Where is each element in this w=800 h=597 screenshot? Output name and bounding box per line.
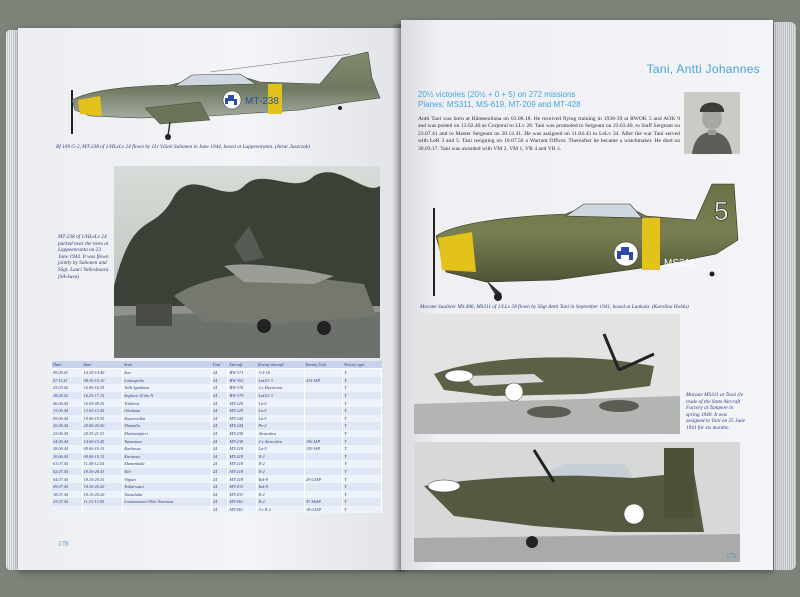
cell-victory-type: T	[343, 453, 382, 461]
cell-date: 28.06.44	[52, 445, 82, 453]
cell-victory-type: T	[343, 369, 382, 377]
cell-aircraft: BW-379	[228, 392, 257, 400]
cell-time: 16.25-17.15	[82, 392, 123, 400]
cell-time: 11.15-13.05	[82, 498, 123, 506]
cell-aircraft: BW-392	[228, 377, 257, 385]
cell-unit: 24	[211, 430, 228, 438]
cell-enemy-aircraft: Il-2	[257, 498, 305, 506]
ms406-code-text: MS311	[664, 258, 695, 269]
cell-enemy-unit	[304, 399, 342, 407]
cell-enemy-unit	[304, 491, 342, 499]
victories-summary	[418, 90, 678, 110]
table-row	[52, 475, 382, 483]
cell-area: Suo	[123, 369, 212, 377]
cell-unit: 24	[211, 422, 228, 430]
cell-area: Kuuterselkä	[123, 415, 212, 423]
cell-area: Tali	[123, 468, 212, 476]
cell-time: 16.00-16.35	[82, 384, 123, 392]
cell-enemy-aircraft: La-5	[257, 399, 305, 407]
col-area: Area	[123, 361, 212, 369]
cell-time: 09.00-10.15	[82, 453, 123, 461]
cell-date: 09.06.44	[52, 415, 82, 423]
cell-area: Tiitikova	[123, 399, 212, 407]
cell-enemy-unit: 29 GIAP	[304, 475, 342, 483]
cell-victory-type: T	[343, 399, 382, 407]
cell-unit: 24	[211, 407, 228, 415]
cell-area: Seglova 10 km N	[123, 392, 212, 400]
cell-unit: 24	[211, 369, 228, 377]
cell-aircraft: MT-218	[228, 453, 257, 461]
cell-aircraft: MT-229	[228, 407, 257, 415]
cell-unit: 24	[211, 377, 228, 385]
cell-enemy-unit	[304, 483, 342, 491]
cell-enemy-aircraft: Il-2	[257, 468, 305, 476]
cell-victory-type: T	[343, 384, 382, 392]
table-row	[52, 377, 382, 385]
cell-enemy-unit	[304, 453, 342, 461]
cell-victory-type: T	[343, 491, 382, 499]
cell-aircraft: MT-238	[228, 437, 257, 445]
cell-enemy-aircraft: Il-2	[257, 453, 305, 461]
cell-area: Mamenkala	[123, 460, 212, 468]
col-date: Date	[52, 361, 82, 369]
victory-table-header	[52, 361, 382, 369]
cell-date: 13.06.44	[52, 407, 82, 415]
open-book	[6, 8, 796, 582]
cell-victory-type: T	[343, 415, 382, 423]
cell-victory-type: T	[343, 430, 382, 438]
bf109-profile-illustration	[50, 38, 390, 148]
cell-aircraft: MT-218	[228, 445, 257, 453]
cell-enemy-aircraft: Il-2	[257, 460, 305, 468]
bf109-code-text: MT-238	[245, 96, 279, 107]
cell-time: 20.35-21.53	[82, 430, 123, 438]
cell-time: 16.05-09.25	[82, 399, 123, 407]
cell-victory-type: T	[343, 392, 382, 400]
cell-enemy-unit	[304, 460, 342, 468]
right-page-number: 179	[726, 552, 737, 560]
cell-date: 09.09.41	[52, 369, 82, 377]
cell-date: 01.07.44	[52, 460, 82, 468]
cell-area: Ohaluma	[123, 407, 212, 415]
cell-time: 19.30-20.43	[82, 468, 123, 476]
cell-enemy-aircraft: Yak-9	[257, 483, 305, 491]
cell-victory-type: T	[343, 377, 382, 385]
cell-enemy-unit	[304, 369, 342, 377]
cell-area: Vaasalahti	[123, 491, 212, 499]
ms406-tail-number: 5	[714, 196, 729, 226]
cell-victory-type: T	[343, 445, 382, 453]
cell-enemy-aircraft: 2 x Hurricane	[257, 384, 305, 392]
cell-victory-type: T	[343, 422, 382, 430]
table-row	[52, 384, 382, 392]
cell-enemy-unit: 47 ShAP	[304, 498, 342, 506]
cell-area: Mamalla	[123, 422, 212, 430]
cell-aircraft: MT-244	[228, 415, 257, 423]
cell-date: 18.04.42	[52, 392, 82, 400]
cell-victory-type: T	[343, 498, 382, 506]
cell-enemy-unit	[304, 422, 342, 430]
cell-date: 23.07.44	[52, 498, 82, 506]
cell-area: Lonanmaara-Ollis-Taoenisa	[123, 498, 212, 506]
cell-aircraft: MT-461	[228, 506, 257, 514]
table-row	[52, 392, 382, 400]
ms406-photo-2	[414, 442, 740, 562]
cell-date: 25.03.42	[52, 384, 82, 392]
cell-date: 23.06.44	[52, 430, 82, 438]
cell-aircraft: MT-229	[228, 399, 257, 407]
cell-unit: 24	[211, 384, 228, 392]
table-row	[52, 415, 382, 423]
cell-date: 04.07.44	[52, 475, 82, 483]
cell-area	[123, 506, 212, 514]
col-unit: Unit	[211, 361, 228, 369]
cell-area: Karhusuo	[123, 445, 212, 453]
table-row	[52, 483, 382, 491]
cell-date: 18.07.44	[52, 491, 82, 499]
cell-area: Teikarsaari	[123, 483, 212, 491]
ms406-photo-caption: Morane MS311 at Tossi (le trade of the State Aircraft Factory at Tampere in spring 1940. It was assigned to Tani on 25 June 1941 for six months.	[686, 392, 746, 431]
cell-enemy-aircraft: LaGG-3	[257, 377, 305, 385]
cell-area: Tammisuo	[123, 437, 212, 445]
cell-date: 07.11.41	[52, 377, 82, 385]
cell-enemy-unit	[304, 415, 342, 423]
cell-date: 24.06.44	[52, 437, 82, 445]
cell-victory-type: T	[343, 468, 382, 476]
cell-enemy-aircraft: La-5	[257, 407, 305, 415]
cell-enemy-unit: 196 IAP	[304, 437, 342, 445]
cell-aircraft: MT-218	[228, 460, 257, 468]
cell-time: 11.40-12.54	[82, 460, 123, 468]
col-time: Time	[82, 361, 123, 369]
cell-unit: 24	[211, 475, 228, 483]
cell-enemy-aircraft: Il-2	[257, 491, 305, 499]
table-row	[52, 422, 382, 430]
cell-victory-type: T	[343, 407, 382, 415]
cell-enemy-unit	[304, 468, 342, 476]
col-victory-type: Victory type	[343, 361, 382, 369]
cell-enemy-aircraft: La-5	[257, 415, 305, 423]
cell-enemy-unit	[304, 392, 342, 400]
cell-date: 09.07.44	[52, 483, 82, 491]
cell-aircraft: BW-376	[228, 384, 257, 392]
cell-aircraft: MT-218	[228, 475, 257, 483]
pilot-name-title: Tani, Antti Johannes	[646, 62, 760, 76]
cell-unit: 24	[211, 415, 228, 423]
cell-victory-type: V	[343, 460, 382, 468]
cell-time: 18.15-20.35	[82, 475, 123, 483]
cell-aircraft: MT-433	[228, 491, 257, 499]
cell-time: 19.00-19.55	[82, 415, 123, 423]
cell-time: 20.00-20.50	[82, 422, 123, 430]
table-row	[52, 453, 382, 461]
bf109-profile-caption: Bf 109 G-2, MT-238 of 1/HLeLv 24 flown by 1Lt Väinö Suhonen in June 1944, based at Lappeenranta. (Artur Juszczak)	[56, 144, 310, 150]
cell-area: Lotinapelto	[123, 377, 212, 385]
cell-unit: 24	[211, 453, 228, 461]
cell-victory-type: T	[343, 475, 382, 483]
cell-aircraft: MT-218	[228, 468, 257, 476]
cell-unit: 24	[211, 498, 228, 506]
cell-aircraft: MT-461	[228, 498, 257, 506]
cell-unit: 24	[211, 437, 228, 445]
cell-date	[52, 506, 82, 514]
table-row	[52, 437, 382, 445]
cell-enemy-unit: 415 IAP	[304, 377, 342, 385]
cell-date: 06.06.44	[52, 399, 82, 407]
cell-area: Viipuri	[123, 475, 212, 483]
bf109-field-photo	[114, 166, 380, 358]
cell-enemy-unit: 159 IAP	[304, 445, 342, 453]
cell-enemy-aircraft: ½ I-16	[257, 369, 305, 377]
cell-enemy-aircraft: La-5	[257, 445, 305, 453]
cell-enemy-aircraft: 3 x Il-2	[257, 506, 305, 514]
cell-unit: 24	[211, 392, 228, 400]
cell-unit: 24	[211, 491, 228, 499]
table-row	[52, 498, 382, 506]
cell-enemy-aircraft: Pe-2	[257, 422, 305, 430]
cell-area: Valli Iganbasa	[123, 384, 212, 392]
table-row	[52, 460, 382, 468]
table-row	[52, 369, 382, 377]
cell-area: Muolaanjärvi	[123, 430, 212, 438]
ms406-profile-illustration	[416, 176, 746, 302]
left-page-number: 178	[58, 540, 69, 548]
ms406-profile-caption: Morane Saulnier MS.406, MS311 of 1/LLv 28 flown by SSgt Antti Tani in September 1941, based at Lunkula. (Karolina Holda)	[420, 304, 689, 310]
table-row	[52, 407, 382, 415]
cell-time: 09.00-10.15	[82, 445, 123, 453]
cell-time: 13.05-13.45	[82, 407, 123, 415]
bf109-photo-caption: MT-238 of 1/HLeLv 24 parked near the trees at Lappeenranta on 23 June 1944. It was flown jointly by Suhonen and SSgt. Lauri Vallesbaara. (SA-kuva)	[58, 234, 110, 280]
pilot-portrait-photo	[684, 92, 740, 154]
table-row	[52, 468, 382, 476]
cell-enemy-aircraft: LaGG-3	[257, 392, 305, 400]
cell-aircraft: MT-238	[228, 430, 257, 438]
table-row	[52, 506, 382, 514]
cell-date: 20.06.44	[52, 422, 82, 430]
cell-aircraft: BW-371	[228, 369, 257, 377]
cell-enemy-aircraft: Airacobra	[257, 430, 305, 438]
table-row	[52, 491, 382, 499]
cell-unit: 24	[211, 399, 228, 407]
cell-unit: 24	[211, 483, 228, 491]
cell-enemy-unit	[304, 384, 342, 392]
cell-enemy-unit	[304, 407, 342, 415]
col-enemy-unit: Enemy Unit	[304, 361, 342, 369]
cell-date: 02.07.44	[52, 468, 82, 476]
table-row	[52, 399, 382, 407]
cell-enemy-aircraft: 2 x Airacobra	[257, 437, 305, 445]
cell-time: 18.30-20.20	[82, 483, 123, 491]
cell-aircraft: MT-244	[228, 422, 257, 430]
col-enemy-aircraft: Enemy aircraft	[257, 361, 305, 369]
cell-victory-type: T	[343, 483, 382, 491]
cell-time	[82, 506, 123, 514]
victory-table-body	[52, 369, 382, 514]
cell-time: 14.30-14.40	[82, 369, 123, 377]
col-aircraft: Aircraft	[228, 361, 257, 369]
cell-unit: 24	[211, 468, 228, 476]
cell-date: 30.06.44	[52, 453, 82, 461]
ms406-photo-1	[414, 314, 680, 434]
cell-enemy-aircraft: Yak-9	[257, 475, 305, 483]
cell-victory-type: T	[343, 506, 382, 514]
table-row	[52, 430, 382, 438]
cell-victory-type: T	[343, 437, 382, 445]
table-row	[52, 445, 382, 453]
cell-time: 08.30-10.10	[82, 377, 123, 385]
cell-area: Karinsuo	[123, 453, 212, 461]
cell-unit: 24	[211, 506, 228, 514]
cell-aircraft: MT-433	[228, 483, 257, 491]
cell-enemy-unit	[304, 430, 342, 438]
cell-time: 14.00-15.45	[82, 437, 123, 445]
planes-line: Planes: MS311, MS-619, MT-209 and MT-428	[418, 100, 581, 109]
page-edges-right	[774, 22, 796, 570]
victory-table	[52, 361, 382, 513]
cell-unit: 24	[211, 460, 228, 468]
cell-unit: 24	[211, 445, 228, 453]
pilot-biography: Antti Tani was born at Hämeenlinna on 03.08.18. He received flying training in 1938-39 at RWOK 5 and AOK 9 and was posted on 13.02.40 as Corporal to LLv 28. Tani was promoted to Sergeant on 23.03.40, to Staff Sergeant on 23.07.41 and to Master Sergeant on 20.12.41. He was assigned on 11.04.43 to LeLv 34. After the war Tani served with LeR 3 and 5. Tani resigning on 10.07.56 a Warrant Officer. Thereafter he became a watchmaker. He died on 30.03.17. Tani was awarded with VM 2, VM 1, VR 4 and VR 3.	[418, 116, 680, 152]
cell-time: 18.10-20.20	[82, 491, 123, 499]
victories-line: 20½ victories (20½ + 0 + 5) on 272 missions	[418, 90, 576, 99]
cell-enemy-unit: 18 GIAP	[304, 506, 342, 514]
